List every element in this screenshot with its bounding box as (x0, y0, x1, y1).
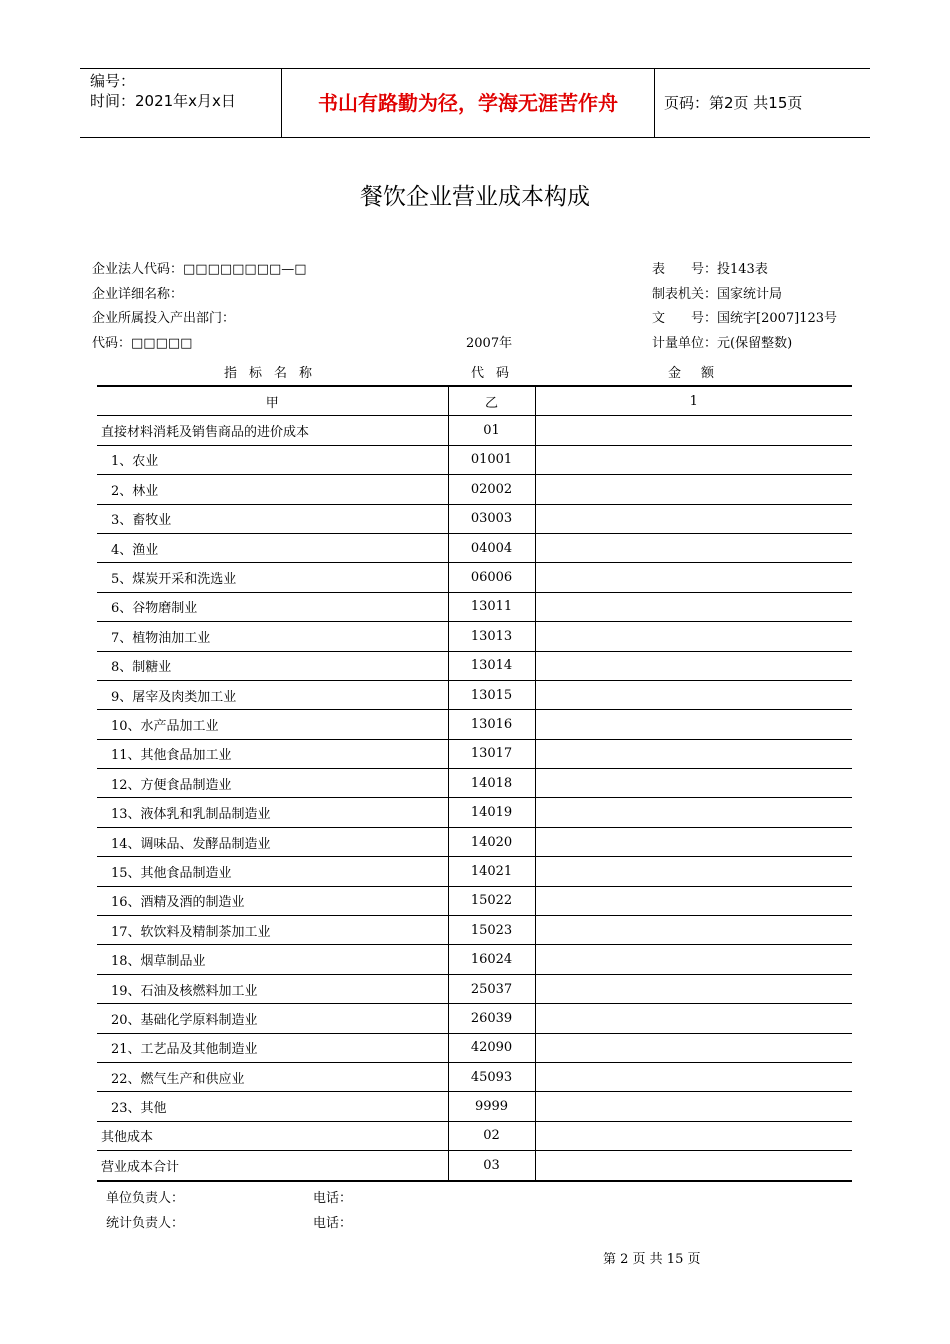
row-amount-cell[interactable] (535, 916, 852, 945)
subheader-yi: 乙 (448, 386, 535, 416)
row-code: 9999 (448, 1092, 535, 1121)
row-amount-cell[interactable] (535, 886, 852, 915)
row-code: 42090 (448, 1033, 535, 1062)
row-amount-cell[interactable] (535, 1092, 852, 1121)
phone-label-1: 电话： (313, 1191, 353, 1206)
row-name: 22、燃气生产和供应业 (97, 1062, 448, 1091)
column-subheader-row (97, 386, 852, 416)
table-row (97, 916, 852, 945)
row-name: 其他成本 (97, 1121, 448, 1150)
row-code: 13011 (448, 592, 535, 621)
column-header-amount: 金额 (668, 366, 735, 381)
report-year: 2007年 (466, 336, 513, 351)
table-row (97, 1092, 852, 1121)
dept-code: 代码：□□□□□ (92, 336, 193, 351)
row-amount-cell[interactable] (535, 1062, 852, 1091)
row-amount-cell[interactable] (535, 739, 852, 768)
row-amount-cell[interactable] (535, 798, 852, 827)
table-row (97, 857, 852, 886)
row-name: 23、其他 (97, 1092, 448, 1121)
row-code: 14018 (448, 769, 535, 798)
table-row (97, 798, 852, 827)
row-amount-cell[interactable] (535, 945, 852, 974)
row-name: 16、酒精及酒的制造业 (97, 886, 448, 915)
row-amount-cell[interactable] (535, 592, 852, 621)
row-code: 01001 (448, 445, 535, 474)
table-row (97, 622, 852, 651)
table-row (97, 592, 852, 621)
row-code: 03 (448, 1151, 535, 1181)
table-row (97, 739, 852, 768)
document-number: 文 号：国统字[2007]123号 (652, 311, 838, 326)
row-code: 25037 (448, 974, 535, 1003)
row-name: 15、其他食品制造业 (97, 857, 448, 886)
phone-label-2: 电话： (313, 1216, 353, 1231)
row-amount-cell[interactable] (535, 416, 852, 445)
row-name: 21、工艺品及其他制造业 (97, 1033, 448, 1062)
row-code: 14020 (448, 827, 535, 856)
cost-table (97, 385, 852, 1182)
row-code: 16024 (448, 945, 535, 974)
row-amount-cell[interactable] (535, 651, 852, 680)
row-code: 02002 (448, 475, 535, 504)
row-amount-cell[interactable] (535, 1121, 852, 1150)
row-code: 14021 (448, 857, 535, 886)
time-label: 时间：2021年x月x日 (90, 92, 236, 110)
row-code: 03003 (448, 504, 535, 533)
header-left (90, 71, 236, 111)
row-amount-cell[interactable] (535, 1033, 852, 1062)
row-name: 11、其他食品加工业 (97, 739, 448, 768)
row-code: 06006 (448, 563, 535, 592)
row-code: 14019 (448, 798, 535, 827)
row-code: 15022 (448, 886, 535, 915)
row-amount-cell[interactable] (535, 563, 852, 592)
row-name: 1、农业 (97, 445, 448, 474)
row-name: 6、谷物磨制业 (97, 592, 448, 621)
row-name: 17、软饮料及精制茶加工业 (97, 916, 448, 945)
row-code: 04004 (448, 533, 535, 562)
table-row (97, 651, 852, 680)
subheader-1: 1 (535, 386, 852, 416)
table-row (97, 1004, 852, 1033)
row-code: 13015 (448, 680, 535, 709)
row-name: 10、水产品加工业 (97, 710, 448, 739)
row-name: 18、烟草制品业 (97, 945, 448, 974)
table-row (97, 1121, 852, 1150)
row-amount-cell[interactable] (535, 504, 852, 533)
row-name: 营业成本合计 (97, 1151, 448, 1181)
row-code: 26039 (448, 1004, 535, 1033)
table-row (97, 445, 852, 474)
table-number: 表 号：投143表 (652, 262, 768, 277)
row-amount-cell[interactable] (535, 710, 852, 739)
unit-head-label: 单位负责人： (106, 1191, 185, 1206)
row-name: 4、渔业 (97, 533, 448, 562)
row-amount-cell[interactable] (535, 857, 852, 886)
row-code: 13017 (448, 739, 535, 768)
row-name: 19、石油及核燃料加工业 (97, 974, 448, 1003)
row-amount-cell[interactable] (535, 445, 852, 474)
row-name: 8、制糖业 (97, 651, 448, 680)
stat-head-label: 统计负责人： (106, 1216, 185, 1231)
measurement-unit: 计量单位：元(保留整数) (652, 336, 793, 351)
row-amount-cell[interactable] (535, 680, 852, 709)
table-row (97, 475, 852, 504)
row-code: 02 (448, 1121, 535, 1150)
row-code: 13014 (448, 651, 535, 680)
row-name: 直接材料消耗及销售商品的进价成本 (97, 416, 448, 445)
row-name: 2、林业 (97, 475, 448, 504)
row-name: 14、调味品、发酵品制造业 (97, 827, 448, 856)
row-name: 13、液体乳和乳制品制造业 (97, 798, 448, 827)
row-amount-cell[interactable] (535, 622, 852, 651)
row-amount-cell[interactable] (535, 827, 852, 856)
table-row (97, 710, 852, 739)
column-header-code: 代码 (471, 366, 522, 381)
row-amount-cell[interactable] (535, 974, 852, 1003)
table-row (97, 563, 852, 592)
department: 企业所属投入产出部门： (92, 311, 236, 326)
number-label: 编号： (90, 72, 136, 90)
row-name: 20、基础化学原料制造业 (97, 1004, 448, 1033)
table-row (97, 827, 852, 856)
table-row (97, 945, 852, 974)
table-row (97, 1151, 852, 1181)
table-row (97, 974, 852, 1003)
document-header (80, 68, 870, 138)
detail-name: 企业详细名称： (92, 287, 184, 302)
row-amount-cell[interactable] (535, 1004, 852, 1033)
row-amount-cell[interactable] (535, 1151, 852, 1181)
row-amount-cell[interactable] (535, 533, 852, 562)
header-divider-2 (654, 69, 655, 137)
row-amount-cell[interactable] (535, 475, 852, 504)
page-title: 餐饮企业营业成本构成 (360, 184, 590, 210)
row-amount-cell[interactable] (535, 769, 852, 798)
table-row (97, 680, 852, 709)
row-code: 13013 (448, 622, 535, 651)
subheader-jia: 甲 (97, 386, 448, 416)
issuing-authority: 制表机关：国家统计局 (652, 287, 783, 302)
table-row (97, 769, 852, 798)
row-code: 13016 (448, 710, 535, 739)
row-code: 01 (448, 416, 535, 445)
page-footer: 第 2 页 共 15 页 (603, 1252, 701, 1267)
header-page-info: 页码：第2页 共15页 (664, 94, 803, 112)
table-row (97, 1033, 852, 1062)
column-header-name: 指标名称 (224, 366, 325, 381)
row-name: 5、煤炭开采和洗选业 (97, 563, 448, 592)
table-row (97, 416, 852, 445)
row-name: 7、植物油加工业 (97, 622, 448, 651)
motto: 书山有路勤为径，学海无涯苦作舟 (318, 91, 618, 115)
table-row (97, 533, 852, 562)
table-row (97, 886, 852, 915)
legal-code: 企业法人代码：□□□□□□□□—□ (92, 262, 307, 277)
row-code: 15023 (448, 916, 535, 945)
table-row (97, 504, 852, 533)
row-name: 3、畜牧业 (97, 504, 448, 533)
row-code: 45093 (448, 1062, 535, 1091)
row-name: 9、屠宰及肉类加工业 (97, 680, 448, 709)
row-name: 12、方便食品制造业 (97, 769, 448, 798)
table-row (97, 1062, 852, 1091)
